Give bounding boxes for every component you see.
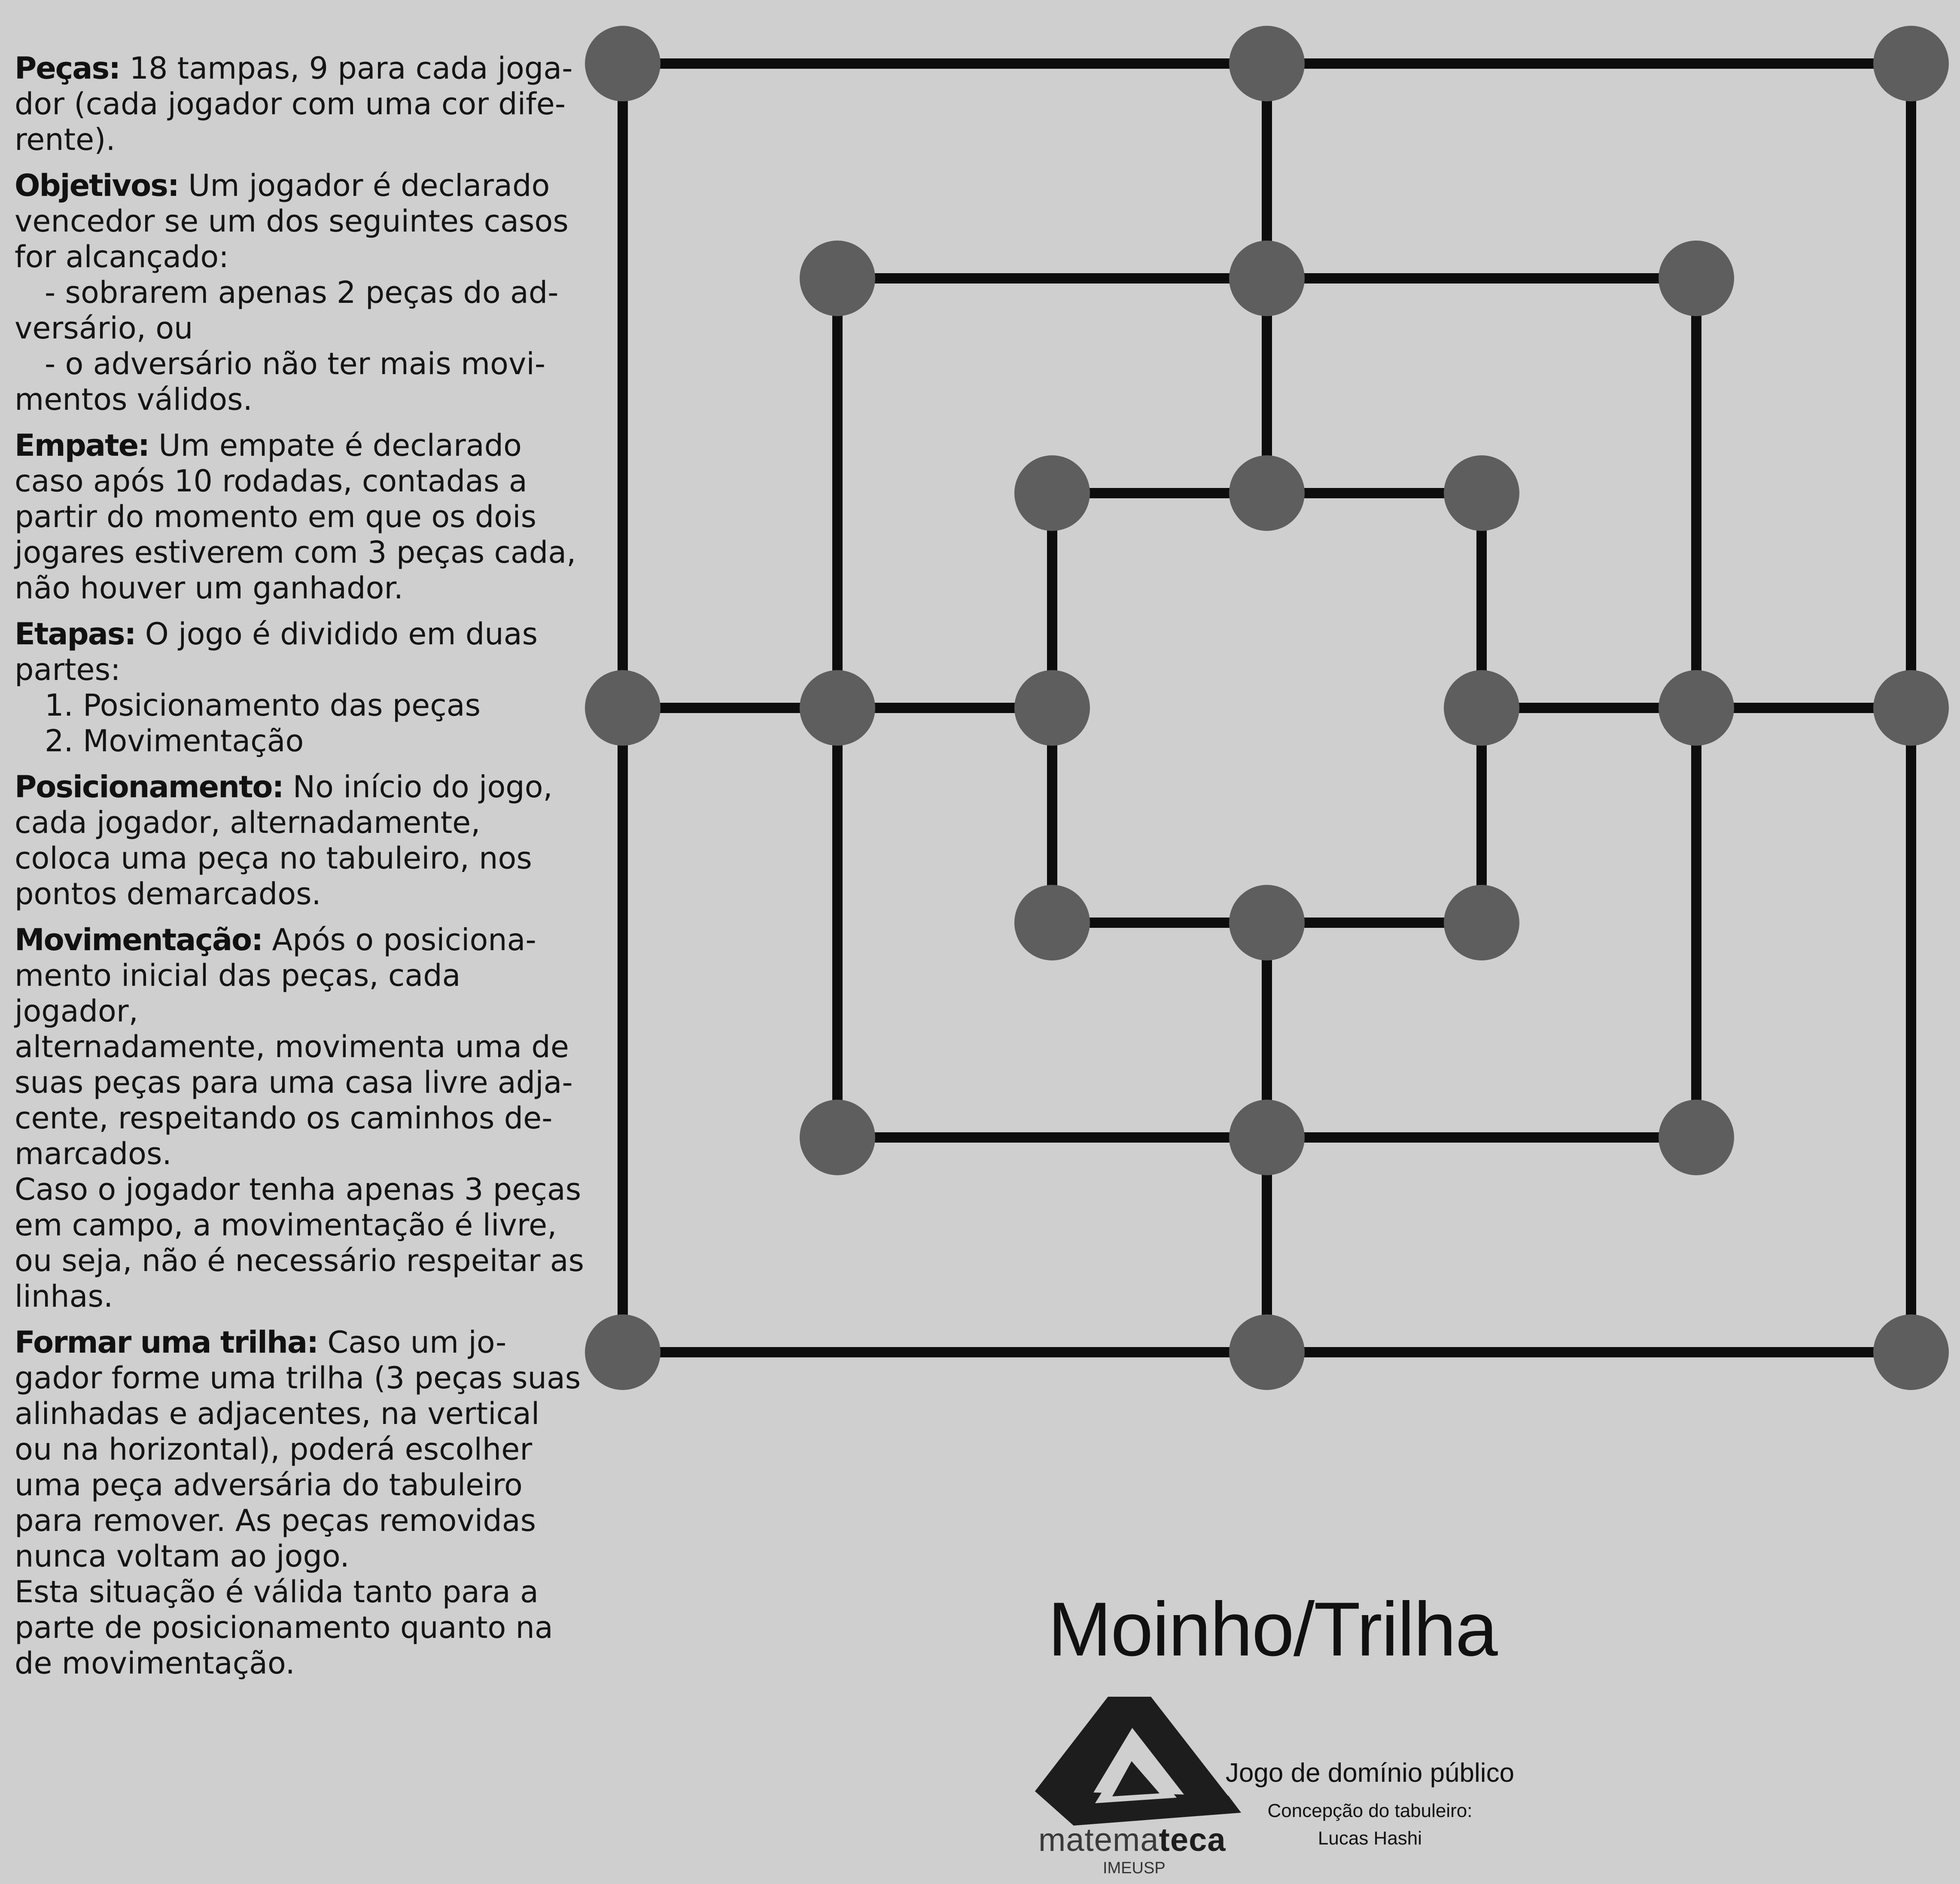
- board-point[interactable]: [1444, 670, 1519, 746]
- board-point[interactable]: [800, 670, 875, 746]
- logo-subtitle: IMEUSP: [1103, 1859, 1166, 1877]
- board-point[interactable]: [1229, 885, 1305, 960]
- board-point[interactable]: [1873, 26, 1949, 101]
- rule-label: Etapas:: [15, 616, 136, 652]
- rule-text: Um jogador é declarado: [188, 168, 550, 203]
- rule-text: para remover. As peças removidas: [15, 1503, 536, 1538]
- rule-text: partes:: [15, 652, 121, 687]
- logo-word-light: matema: [1038, 1822, 1159, 1858]
- board-point[interactable]: [585, 670, 660, 746]
- board-point[interactable]: [1444, 455, 1519, 531]
- rule-text: dor (cada jogador com uma cor dife-: [15, 86, 566, 122]
- board-point[interactable]: [800, 241, 875, 316]
- board-point[interactable]: [1229, 1100, 1305, 1175]
- board-point[interactable]: [1659, 1100, 1734, 1175]
- rule-text: alternadamente, movimenta uma de: [15, 1029, 569, 1064]
- logo-word-bold: teca: [1159, 1822, 1226, 1858]
- board-point[interactable]: [1229, 241, 1305, 316]
- credits-public-domain: Jogo de domínio público: [1225, 1758, 1515, 1788]
- rule-text: Após o posiciona-: [272, 922, 536, 957]
- rule-item: 1. Posicionamento das peças: [45, 688, 481, 723]
- game-title: Moinho/Trilha: [1048, 1586, 1497, 1672]
- board-point[interactable]: [1659, 670, 1734, 746]
- rule-text: alinhadas e adjacentes, na vertical: [15, 1396, 540, 1431]
- rule-text: parte de posicionamento quanto na: [15, 1610, 553, 1645]
- rule-text: partir do momento em que os dois: [15, 499, 537, 534]
- rule-text: caso após 10 rodadas, contadas a: [15, 463, 527, 499]
- rule-item: 2. Movimentação: [45, 723, 304, 759]
- board-point[interactable]: [1873, 1314, 1949, 1390]
- rule-text: Um empate é declarado: [158, 428, 522, 463]
- rule-label: Formar uma trilha:: [15, 1325, 318, 1360]
- rule-text: cada jogador, alternadamente,: [15, 805, 481, 840]
- rule-text: vencedor se um dos seguintes casos: [15, 204, 569, 239]
- rule-text: não houver um ganhador.: [15, 570, 404, 606]
- board-point[interactable]: [1229, 455, 1305, 531]
- rule-text: mento inicial das peças, cada jogador,: [15, 958, 461, 1029]
- board-point[interactable]: [800, 1100, 875, 1175]
- rule-text: suas peças para uma casa livre adja-: [15, 1065, 573, 1100]
- rule-text: ou na horizontal), poderá escolher: [15, 1432, 533, 1467]
- rule-item: - sobrarem apenas 2 peças do ad-: [45, 275, 559, 310]
- board-point[interactable]: [1659, 241, 1734, 316]
- board-point[interactable]: [1014, 670, 1090, 746]
- credits-author: Lucas Hashi: [1318, 1828, 1422, 1849]
- rule-item: versário, ou: [15, 311, 193, 346]
- inner-square: [1052, 493, 1482, 923]
- logo-wordmark: [1038, 1821, 1226, 1859]
- rule-text: Caso o jogador tenha apenas 3 peças: [15, 1172, 581, 1207]
- rule-label: Empate:: [15, 428, 149, 463]
- rule-label: Movimentação:: [15, 922, 263, 957]
- credits: [1220, 1758, 1520, 1849]
- board-point[interactable]: [1014, 455, 1090, 531]
- rule-item: - o adversário não ter mais movi-: [45, 346, 546, 381]
- rule-text: 18 tampas, 9 para cada joga-: [129, 51, 573, 86]
- rule-text: cente, respeitando os caminhos de-: [15, 1101, 553, 1136]
- rule-text: linhas.: [15, 1279, 113, 1314]
- rule-label: Posicionamento:: [15, 769, 283, 805]
- board-point[interactable]: [1873, 670, 1949, 746]
- rule-text: coloca uma peça no tabuleiro, nos: [15, 841, 532, 876]
- rule-label: Objetivos:: [15, 168, 179, 203]
- rule-text: pontos demarcados.: [15, 876, 321, 912]
- board-point[interactable]: [1014, 885, 1090, 960]
- rule-text: nunca voltam ao jogo.: [15, 1539, 350, 1574]
- rule-text: ou seja, não é necessário respeitar as: [15, 1243, 584, 1278]
- rule-text: em campo, a movimentação é livre,: [15, 1207, 557, 1243]
- rule-text: O jogo é dividido em duas: [145, 616, 538, 652]
- rule-label: Peças:: [15, 51, 120, 86]
- rule-text: rente).: [15, 122, 116, 157]
- rule-text: Esta situação é válida tanto para a: [15, 1574, 539, 1610]
- board-point[interactable]: [1444, 885, 1519, 960]
- board-point[interactable]: [1229, 1314, 1305, 1390]
- rule-text: No início do jogo,: [292, 769, 553, 805]
- board-point[interactable]: [1229, 26, 1305, 101]
- rule-text: gador forme uma trilha (3 peças suas: [15, 1360, 581, 1396]
- board-point[interactable]: [585, 1314, 660, 1390]
- rule-text: for alcançado:: [15, 239, 229, 274]
- rule-item: mentos válidos.: [15, 382, 253, 417]
- rule-text: de movimentação.: [15, 1646, 295, 1681]
- board-point[interactable]: [585, 26, 660, 101]
- rule-text: Caso um jo-: [327, 1325, 507, 1360]
- rule-text: uma peça adversária do tabuleiro: [15, 1467, 523, 1503]
- credits-board-design: Concepção do tabuleiro:: [1267, 1800, 1473, 1821]
- rule-text: jogares estiverem com 3 peças cada,: [15, 535, 576, 570]
- rule-text: marcados.: [15, 1136, 172, 1171]
